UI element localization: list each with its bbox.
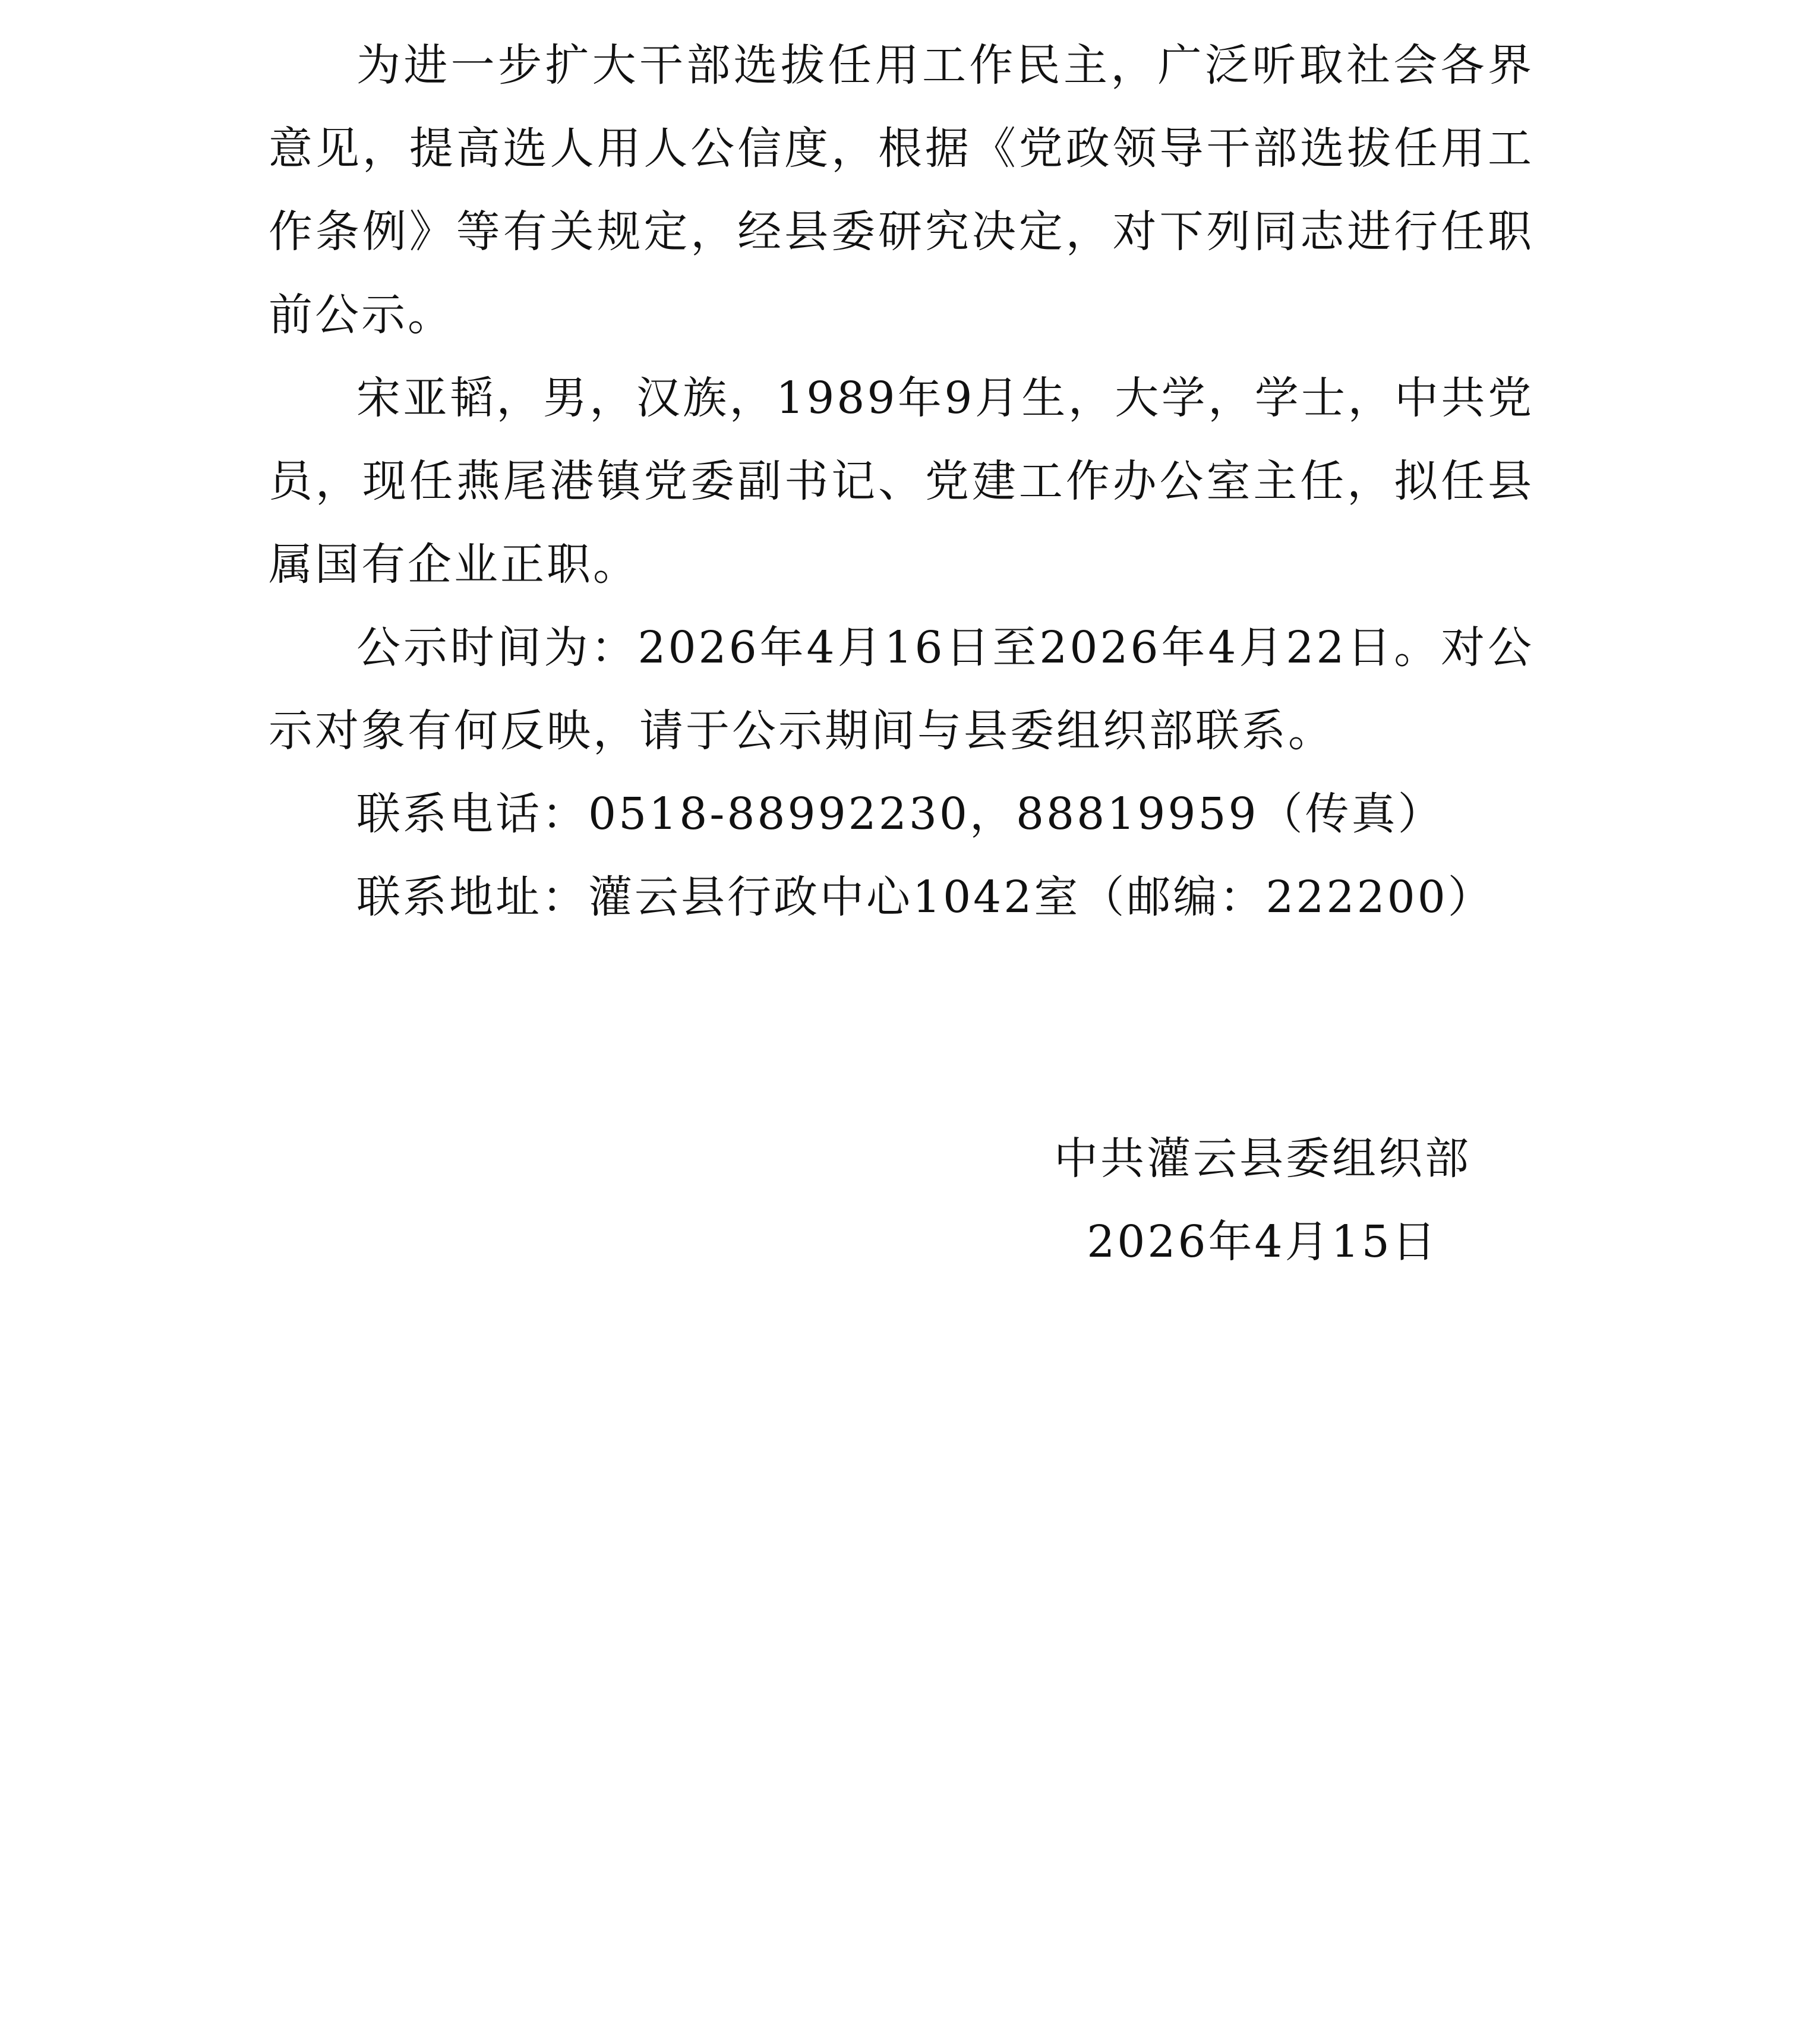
intro-paragraph: 为进一步扩大干部选拔任用工作民主，广泛听取社会各界意见，提高选人用人公信度，根据《党政领导干部选拔任用工作条例》等有关规定，经县委研究决定，对下列同志进行任职前公示。	[269, 40, 1534, 340]
candidate-paragraph: 宋亚韬，男，汉族，1989年9月生，大学，学士，中共党员，现任燕尾港镇党委副书记、党建工作办公室主任，拟任县属国有企业正职。	[269, 373, 1534, 590]
contact-address: 联系地址：灌云县行政中心1042室（邮编：222200）	[356, 872, 1494, 923]
issue-date: 2026年4月15日	[1087, 1216, 1438, 1267]
signature-block	[1010, 1117, 1515, 1283]
notice-body	[269, 24, 1534, 939]
issuing-organization: 中共灌云县委组织部	[1054, 1133, 1471, 1184]
period-paragraph: 公示时间为：2026年4月16日至2026年4月22日。对公示对象有何反映，请于公示期间与县委组织部联系。	[269, 622, 1534, 756]
contact-phone: 联系电话：0518-88992230，88819959（传真）	[356, 788, 1444, 840]
